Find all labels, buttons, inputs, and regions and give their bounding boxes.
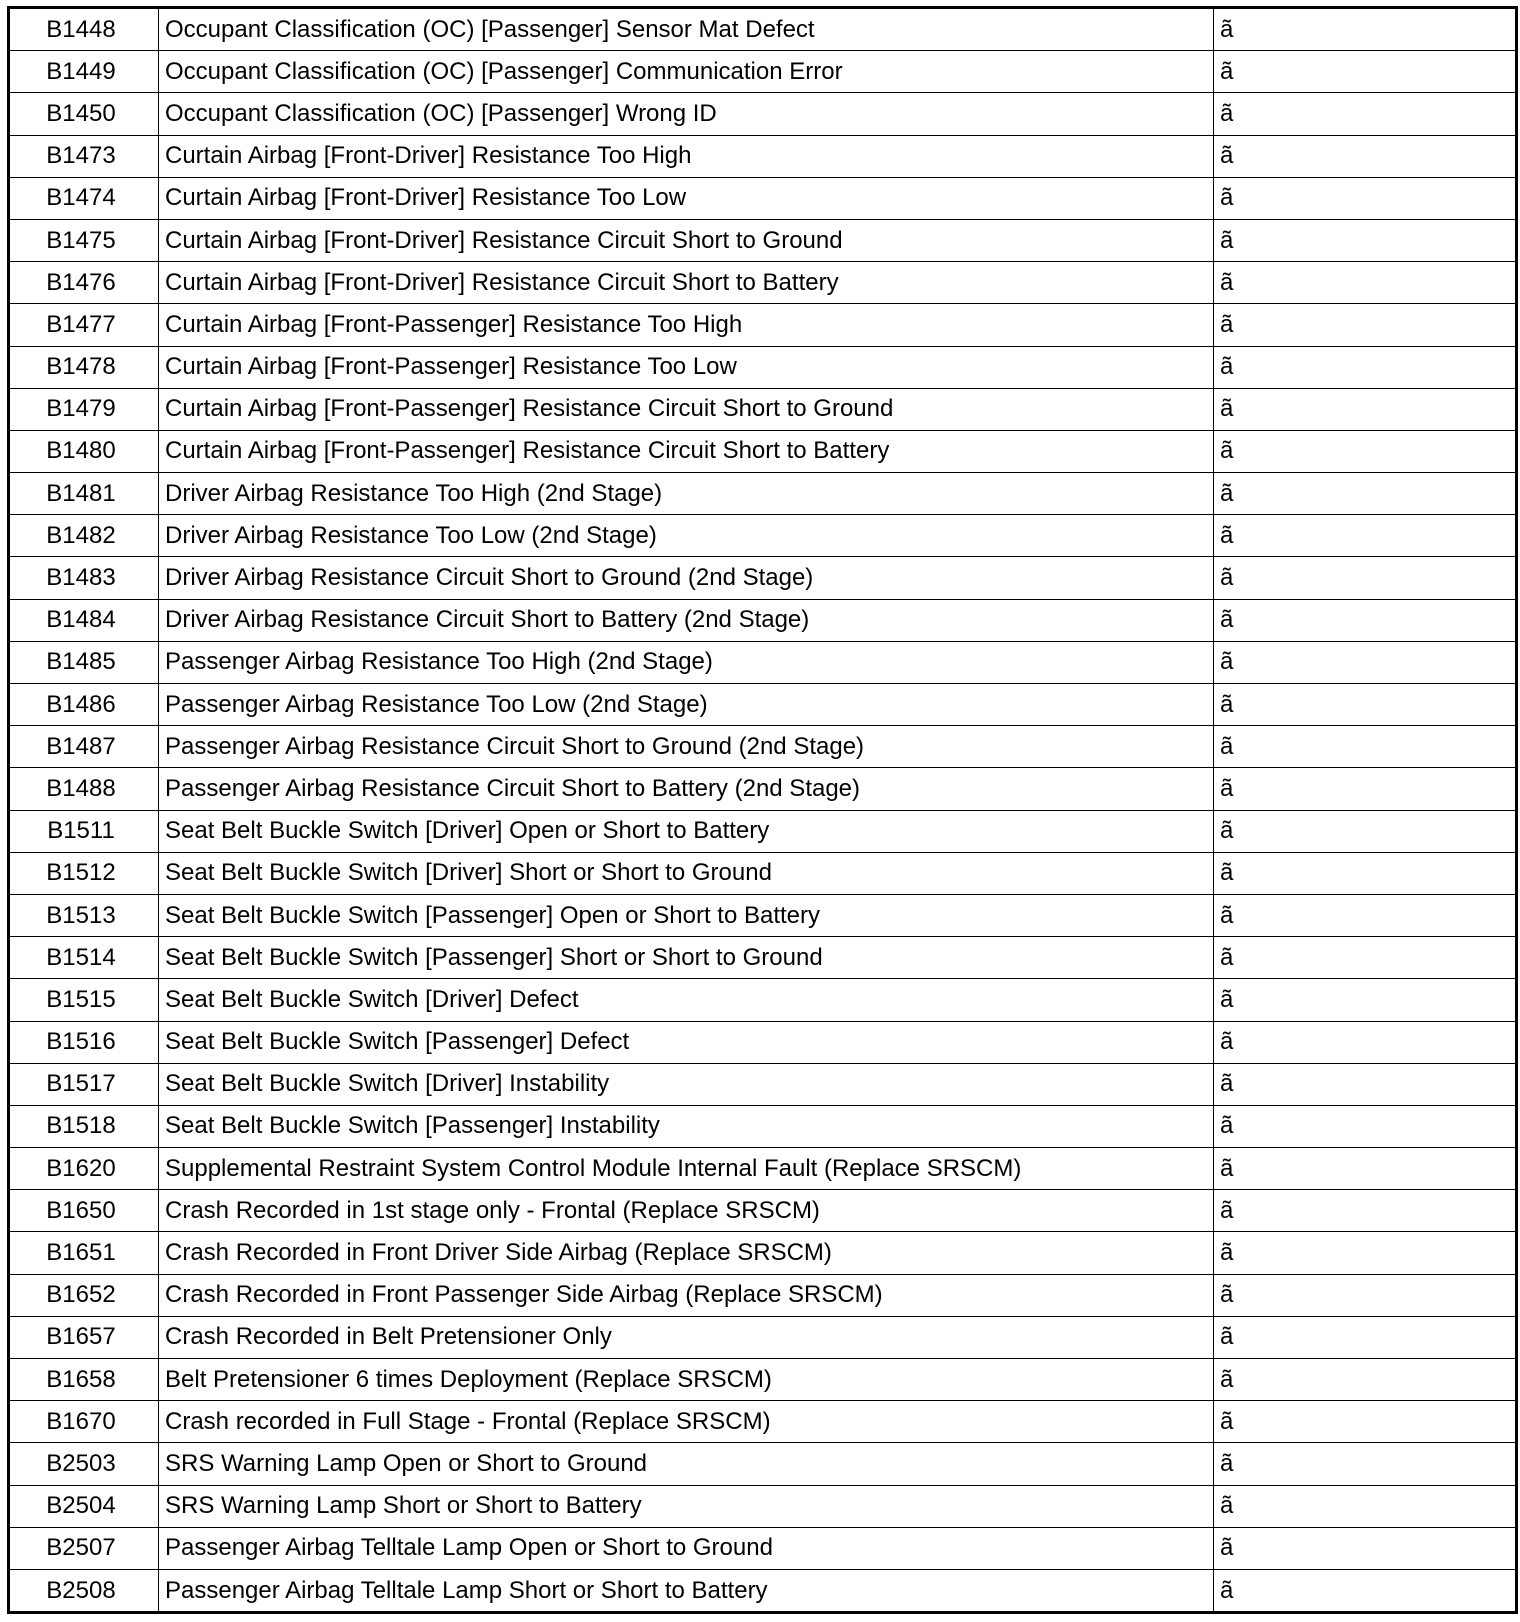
dtc-mark-cell: ã (1214, 641, 1517, 683)
dtc-table-body (9, 8, 1517, 1613)
dtc-description-cell: Passenger Airbag Telltale Lamp Short or Short to Battery (159, 1569, 1214, 1612)
dtc-mark-cell: ã (1214, 1401, 1517, 1443)
dtc-description-cell: SRS Warning Lamp Open or Short to Ground (159, 1443, 1214, 1485)
dtc-mark-cell: ã (1214, 1148, 1517, 1190)
dtc-mark-cell: ã (1214, 262, 1517, 304)
dtc-code-cell: B1448 (9, 8, 159, 51)
table-row (9, 1105, 1517, 1147)
dtc-description-cell: Curtain Airbag [Front-Driver] Resistance Circuit Short to Battery (159, 262, 1214, 304)
table-row (9, 1316, 1517, 1358)
dtc-code-cell: B1517 (9, 1063, 159, 1105)
table-row (9, 1443, 1517, 1485)
dtc-code-cell: B1478 (9, 346, 159, 388)
table-row (9, 388, 1517, 430)
table-row (9, 515, 1517, 557)
dtc-description-cell: Driver Airbag Resistance Circuit Short to Battery (2nd Stage) (159, 599, 1214, 641)
dtc-description-cell: Passenger Airbag Telltale Lamp Open or Short to Ground (159, 1527, 1214, 1569)
dtc-code-cell: B1475 (9, 219, 159, 261)
dtc-description-cell: Passenger Airbag Resistance Circuit Short to Battery (2nd Stage) (159, 768, 1214, 810)
dtc-mark-cell: ã (1214, 93, 1517, 135)
dtc-mark-cell: ã (1214, 430, 1517, 472)
dtc-code-cell: B2503 (9, 1443, 159, 1485)
dtc-description-cell: Seat Belt Buckle Switch [Driver] Short or Short to Ground (159, 852, 1214, 894)
dtc-mark-cell: ã (1214, 135, 1517, 177)
table-row (9, 641, 1517, 683)
dtc-code-cell: B1516 (9, 1021, 159, 1063)
dtc-description-cell: Crash Recorded in 1st stage only - Frontal (Replace SRSCM) (159, 1190, 1214, 1232)
dtc-description-cell: Supplemental Restraint System Control Module Internal Fault (Replace SRSCM) (159, 1148, 1214, 1190)
dtc-description-cell: Driver Airbag Resistance Circuit Short to Ground (2nd Stage) (159, 557, 1214, 599)
dtc-mark-cell: ã (1214, 51, 1517, 93)
dtc-mark-cell: ã (1214, 1232, 1517, 1274)
dtc-description-cell: Occupant Classification (OC) [Passenger] Communication Error (159, 51, 1214, 93)
table-row (9, 1063, 1517, 1105)
dtc-code-cell: B1620 (9, 1148, 159, 1190)
dtc-mark-cell: ã (1214, 219, 1517, 261)
dtc-mark-cell: ã (1214, 1190, 1517, 1232)
table-row (9, 430, 1517, 472)
dtc-description-cell: Crash Recorded in Belt Pretensioner Only (159, 1316, 1214, 1358)
dtc-description-cell: Curtain Airbag [Front-Passenger] Resistance Too Low (159, 346, 1214, 388)
table-row (9, 810, 1517, 852)
dtc-description-cell: SRS Warning Lamp Short or Short to Battery (159, 1485, 1214, 1527)
dtc-mark-cell: ã (1214, 1569, 1517, 1612)
table-row (9, 1148, 1517, 1190)
dtc-code-cell: B1515 (9, 979, 159, 1021)
dtc-description-cell: Curtain Airbag [Front-Driver] Resistance Circuit Short to Ground (159, 219, 1214, 261)
table-row (9, 1485, 1517, 1527)
dtc-description-cell: Curtain Airbag [Front-Passenger] Resistance Circuit Short to Ground (159, 388, 1214, 430)
dtc-code-cell: B1474 (9, 177, 159, 219)
table-row (9, 1232, 1517, 1274)
dtc-mark-cell: ã (1214, 599, 1517, 641)
table-row (9, 8, 1517, 51)
table-row (9, 135, 1517, 177)
dtc-mark-cell: ã (1214, 388, 1517, 430)
dtc-mark-cell: ã (1214, 979, 1517, 1021)
table-row (9, 1274, 1517, 1316)
dtc-code-cell: B1518 (9, 1105, 159, 1147)
dtc-mark-cell: ã (1214, 473, 1517, 515)
dtc-description-cell: Occupant Classification (OC) [Passenger] Sensor Mat Defect (159, 8, 1214, 51)
dtc-description-cell: Crash Recorded in Front Passenger Side Airbag (Replace SRSCM) (159, 1274, 1214, 1316)
dtc-description-cell: Seat Belt Buckle Switch [Driver] Instability (159, 1063, 1214, 1105)
dtc-description-cell: Passenger Airbag Resistance Circuit Short to Ground (2nd Stage) (159, 726, 1214, 768)
dtc-code-cell: B2507 (9, 1527, 159, 1569)
dtc-code-cell: B1485 (9, 641, 159, 683)
dtc-description-cell: Driver Airbag Resistance Too High (2nd Stage) (159, 473, 1214, 515)
dtc-code-cell: B1513 (9, 894, 159, 936)
dtc-mark-cell: ã (1214, 684, 1517, 726)
dtc-code-cell: B1479 (9, 388, 159, 430)
dtc-mark-cell: ã (1214, 937, 1517, 979)
table-row (9, 51, 1517, 93)
dtc-mark-cell: ã (1214, 894, 1517, 936)
dtc-description-cell: Curtain Airbag [Front-Passenger] Resistance Circuit Short to Battery (159, 430, 1214, 472)
dtc-description-cell: Curtain Airbag [Front-Driver] Resistance Too High (159, 135, 1214, 177)
dtc-mark-cell: ã (1214, 768, 1517, 810)
dtc-code-cell: B1481 (9, 473, 159, 515)
table-row (9, 93, 1517, 135)
dtc-mark-cell: ã (1214, 1527, 1517, 1569)
dtc-mark-cell: ã (1214, 1105, 1517, 1147)
table-row (9, 768, 1517, 810)
table-row (9, 979, 1517, 1021)
dtc-code-cell: B1488 (9, 768, 159, 810)
dtc-code-cell: B1486 (9, 684, 159, 726)
dtc-description-cell: Seat Belt Buckle Switch [Driver] Open or Short to Battery (159, 810, 1214, 852)
dtc-mark-cell: ã (1214, 557, 1517, 599)
dtc-mark-cell: ã (1214, 177, 1517, 219)
dtc-code-cell: B1477 (9, 304, 159, 346)
dtc-code-cell: B1473 (9, 135, 159, 177)
dtc-mark-cell: ã (1214, 810, 1517, 852)
dtc-description-cell: Seat Belt Buckle Switch [Passenger] Defect (159, 1021, 1214, 1063)
table-row (9, 1527, 1517, 1569)
table-row (9, 726, 1517, 768)
dtc-description-cell: Seat Belt Buckle Switch [Passenger] Instability (159, 1105, 1214, 1147)
dtc-code-cell: B1512 (9, 852, 159, 894)
dtc-description-cell: Seat Belt Buckle Switch [Passenger] Open or Short to Battery (159, 894, 1214, 936)
dtc-mark-cell: ã (1214, 1316, 1517, 1358)
dtc-mark-cell: ã (1214, 1485, 1517, 1527)
dtc-code-cell: B1476 (9, 262, 159, 304)
dtc-mark-cell: ã (1214, 8, 1517, 51)
dtc-code-cell: B1487 (9, 726, 159, 768)
table-row (9, 346, 1517, 388)
dtc-mark-cell: ã (1214, 1021, 1517, 1063)
table-row (9, 684, 1517, 726)
dtc-description-cell: Crash recorded in Full Stage - Frontal (Replace SRSCM) (159, 1401, 1214, 1443)
dtc-description-cell: Driver Airbag Resistance Too Low (2nd Stage) (159, 515, 1214, 557)
dtc-code-cell: B1514 (9, 937, 159, 979)
table-row (9, 1569, 1517, 1612)
dtc-mark-cell: ã (1214, 726, 1517, 768)
dtc-code-cell: B1449 (9, 51, 159, 93)
dtc-description-cell: Curtain Airbag [Front-Driver] Resistance Too Low (159, 177, 1214, 219)
dtc-description-cell: Seat Belt Buckle Switch [Driver] Defect (159, 979, 1214, 1021)
dtc-table (7, 6, 1518, 1614)
table-row (9, 1401, 1517, 1443)
table-row (9, 557, 1517, 599)
table-row (9, 219, 1517, 261)
dtc-mark-cell: ã (1214, 304, 1517, 346)
table-row (9, 304, 1517, 346)
dtc-code-cell: B2508 (9, 1569, 159, 1612)
table-row (9, 1359, 1517, 1401)
dtc-code-cell: B1651 (9, 1232, 159, 1274)
dtc-description-cell: Occupant Classification (OC) [Passenger] Wrong ID (159, 93, 1214, 135)
table-row (9, 599, 1517, 641)
dtc-description-cell: Belt Pretensioner 6 times Deployment (Replace SRSCM) (159, 1359, 1214, 1401)
table-row (9, 262, 1517, 304)
dtc-description-cell: Curtain Airbag [Front-Passenger] Resistance Too High (159, 304, 1214, 346)
dtc-code-cell: B1652 (9, 1274, 159, 1316)
table-row (9, 177, 1517, 219)
dtc-code-cell: B2504 (9, 1485, 159, 1527)
dtc-code-cell: B1450 (9, 93, 159, 135)
dtc-code-cell: B1480 (9, 430, 159, 472)
dtc-description-cell: Seat Belt Buckle Switch [Passenger] Short or Short to Ground (159, 937, 1214, 979)
dtc-code-cell: B1483 (9, 557, 159, 599)
dtc-code-cell: B1650 (9, 1190, 159, 1232)
dtc-code-cell: B1511 (9, 810, 159, 852)
dtc-description-cell: Crash Recorded in Front Driver Side Airbag (Replace SRSCM) (159, 1232, 1214, 1274)
dtc-mark-cell: ã (1214, 1063, 1517, 1105)
table-row (9, 852, 1517, 894)
dtc-mark-cell: ã (1214, 852, 1517, 894)
table-row (9, 1021, 1517, 1063)
dtc-mark-cell: ã (1214, 515, 1517, 557)
table-row (9, 937, 1517, 979)
dtc-code-cell: B1484 (9, 599, 159, 641)
dtc-code-cell: B1482 (9, 515, 159, 557)
dtc-mark-cell: ã (1214, 1274, 1517, 1316)
dtc-mark-cell: ã (1214, 1359, 1517, 1401)
dtc-mark-cell: ã (1214, 346, 1517, 388)
dtc-description-cell: Passenger Airbag Resistance Too High (2nd Stage) (159, 641, 1214, 683)
dtc-code-cell: B1657 (9, 1316, 159, 1358)
table-row (9, 894, 1517, 936)
table-row (9, 1190, 1517, 1232)
dtc-code-cell: B1658 (9, 1359, 159, 1401)
dtc-description-cell: Passenger Airbag Resistance Too Low (2nd Stage) (159, 684, 1214, 726)
dtc-code-cell: B1670 (9, 1401, 159, 1443)
dtc-mark-cell: ã (1214, 1443, 1517, 1485)
table-row (9, 473, 1517, 515)
